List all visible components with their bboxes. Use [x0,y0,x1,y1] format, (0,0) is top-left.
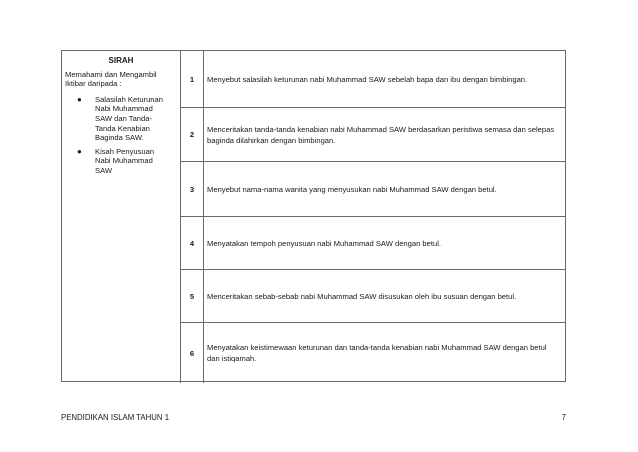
topic-list-text: Kisah Penyusuan Nabi Muhammad SAW [95,146,155,175]
row-number: 4 [181,217,204,270]
topic-list [65,95,177,176]
footer-title: PENDIDIKAN ISLAM TAHUN 1 [61,413,170,422]
curriculum-table [61,50,566,382]
topic-intro: Memahami dan Mengambil Iktibar daripada : [65,69,157,89]
topic-list-item [65,95,177,143]
row-number: 2 [181,108,204,162]
row-description: Menceritakan sebab-sebab nabi Muhammad SAW disusukan oleh ibu susuan dengan betul. [204,270,565,323]
row-description: Menyebut salasilah keturunan nabi Muhammad SAW sebelah bapa dan ibu dengan bimbingan. [204,51,565,108]
page-number: 7 [561,413,566,422]
topic-heading: SIRAH [108,56,134,65]
row-number: 6 [181,323,204,383]
bullet-icon: ● [77,94,82,104]
row-description: Menyatakan tempoh penyusuan nabi Muhammad SAW dengan betul. [204,217,565,270]
row-number: 3 [181,162,204,217]
row-description: Menyatakan keistimewaan keturunan dan tanda-tanda kenabian nabi Muhammad SAW dengan betul dan istiqamah. [207,343,547,363]
topic-list-text: Salasilah Keturunan Nabi Muhammad SAW dan Tanda-Tanda Kenabian Baginda SAW. [95,94,163,143]
topic-cell [62,51,181,383]
topic-list-item [65,147,177,176]
row-number: 1 [181,51,204,108]
page-footer [61,413,566,422]
bullet-icon: ● [77,146,82,156]
row-number: 5 [181,270,204,323]
row-description: Menyebut nama-nama wanita yang menyusukan nabi Muhammad SAW dengan betul. [204,162,565,217]
row-description: Menceritakan tanda-tanda kenabian nabi Muhammad SAW berdasarkan peristiwa semasa dan selepas baginda dilahirkan dengan bimbingan. [204,108,565,162]
